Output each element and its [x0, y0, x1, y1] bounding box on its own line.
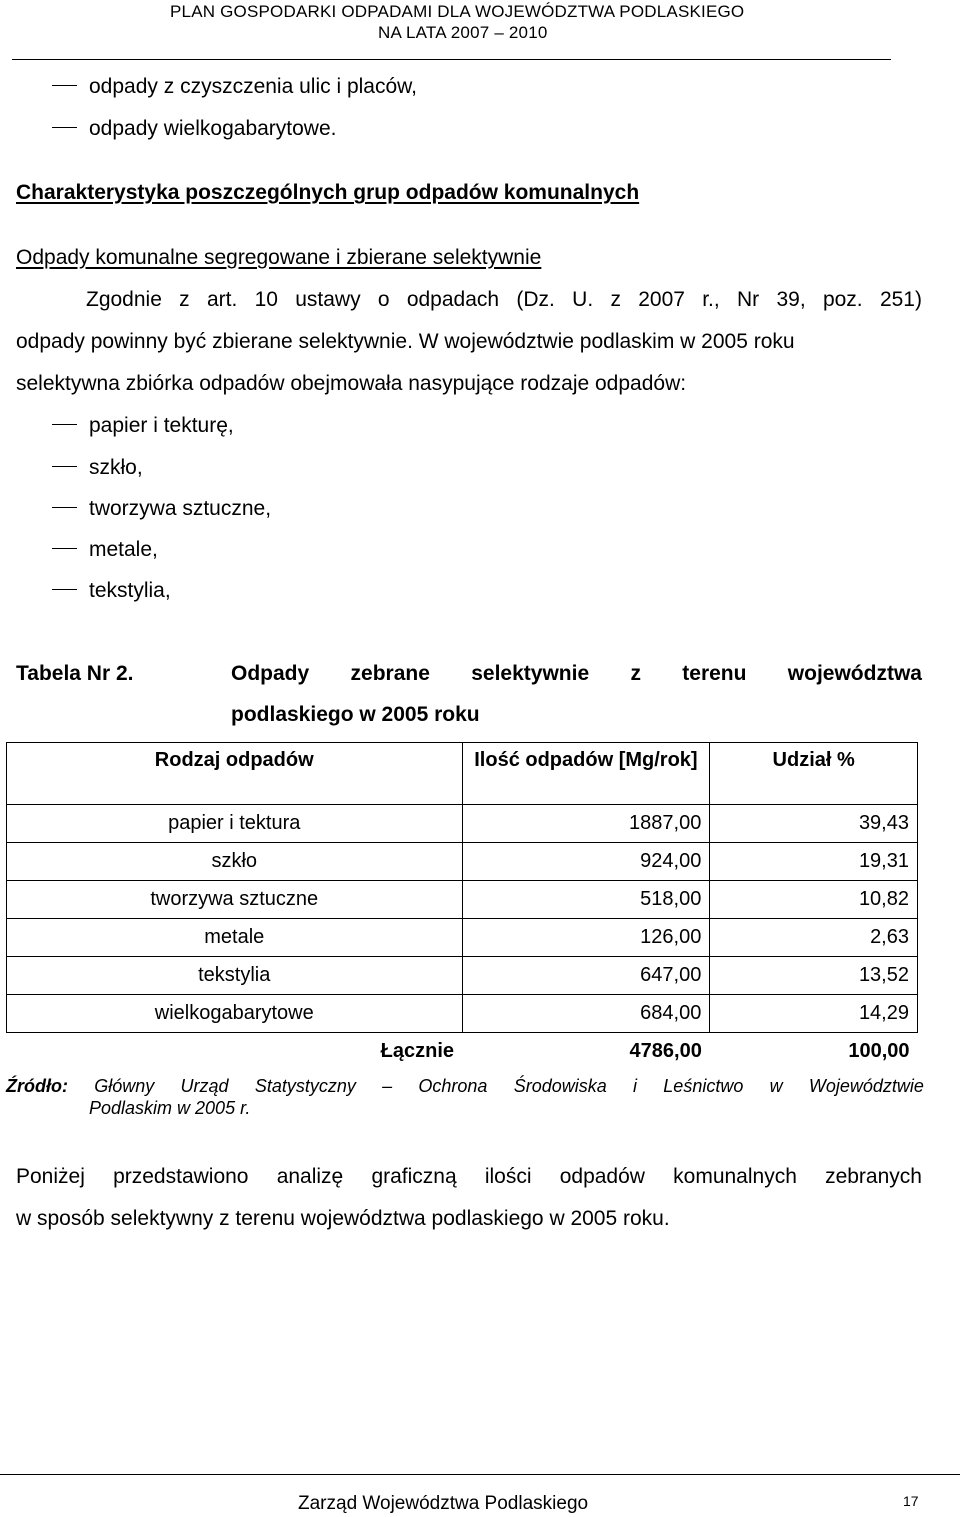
cell-share: 10,82 — [710, 881, 918, 919]
dash-bullet-icon — [52, 424, 77, 425]
paragraph-line-1: Zgodnie z art. 10 ustawy o odpadach (Dz. U. z 2007 r., Nr 39, poz. 251) — [86, 288, 922, 311]
table-source-note: Źródło: Główny Urząd Statystyczny – Ochrona Środowiska i Leśnictwo w Województwie Podlaskim w 2005 r. — [6, 1076, 924, 1118]
list-item: odpady z czyszczenia ulic i placów, — [52, 74, 417, 100]
dash-bullet-icon — [52, 548, 77, 549]
cell-total-label: Łącznie — [380, 1040, 454, 1062]
footer-publisher: Zarząd Województwa Podlaskiego — [298, 1493, 589, 1514]
table-row — [7, 805, 918, 843]
cell-total-amount: 4786,00 — [629, 1040, 702, 1062]
cell-share: 2,63 — [710, 919, 918, 957]
cell-type: tworzywa sztuczne — [7, 881, 463, 919]
cell-total-share: 100,00 — [848, 1040, 910, 1062]
cell-type: szkło — [7, 843, 463, 881]
running-header-years: NA LATA 2007 – 2010 — [378, 23, 548, 42]
dash-bullet-icon — [52, 85, 77, 86]
column-header-type: Rodzaj odpadów — [7, 743, 463, 805]
cell-amount: 126,00 — [462, 919, 710, 957]
dash-bullet-icon — [52, 127, 77, 128]
cell-share: 39,43 — [710, 805, 918, 843]
dash-bullet-icon — [52, 466, 77, 467]
closing-paragraph-line-2: w sposób selektywny z terenu województwa podlaskiego w 2005 roku. — [16, 1207, 670, 1230]
table-row — [7, 919, 918, 957]
cell-amount: 518,00 — [462, 881, 710, 919]
dash-bullet-icon — [52, 589, 77, 590]
table-row — [7, 995, 918, 1033]
cell-amount: 684,00 — [462, 995, 710, 1033]
cell-type: tekstylia — [7, 957, 463, 995]
table-title-line-2: podlaskiego w 2005 roku — [231, 703, 480, 726]
table-label: Tabela Nr 2. — [16, 662, 134, 685]
footer-divider — [0, 1474, 960, 1475]
subsection-heading: Odpady komunalne segregowane i zbierane selektywnie — [16, 246, 542, 269]
cell-type: papier i tektura — [7, 805, 463, 843]
paragraph-line-3: selektywna zbiórka odpadów obejmowała nasypujące rodzaje odpadów: — [16, 372, 687, 395]
table-row — [7, 957, 918, 995]
waste-table — [6, 742, 918, 1070]
cell-type: metale — [7, 919, 463, 957]
cell-amount: 1887,00 — [462, 805, 710, 843]
list-item: odpady wielkogabarytowe. — [52, 116, 337, 142]
cell-type: wielkogabarytowe — [7, 995, 463, 1033]
table-title-line-1: Odpady zebrane selektywnie z terenu województwa — [231, 662, 922, 685]
table-row — [7, 843, 918, 881]
paragraph-line-2: odpady powinny być zbierane selektywnie. W województwie podlaskim w 2005 roku — [16, 330, 795, 353]
closing-paragraph-line-1: Poniżej przedstawiono analizę graficzną ilości odpadów komunalnych zebranych — [16, 1165, 922, 1188]
cell-amount: 924,00 — [462, 843, 710, 881]
dash-bullet-icon — [52, 507, 77, 508]
list-item: metale, — [52, 537, 158, 563]
cell-share: 13,52 — [710, 957, 918, 995]
list-item: tworzywa sztuczne, — [52, 496, 271, 522]
list-item: szkło, — [52, 455, 143, 481]
running-header-title: PLAN GOSPODARKI ODPADAMI DLA WOJEWÓDZTWA PODLASKIEGO — [170, 2, 745, 21]
page-number: 17 — [903, 1493, 919, 1509]
list-item: tekstylia, — [52, 578, 171, 604]
column-header-amount: Ilość odpadów [Mg/rok] — [462, 743, 710, 805]
cell-share: 14,29 — [710, 995, 918, 1033]
table-row — [7, 881, 918, 919]
source-label: Źródło: — [6, 1076, 68, 1096]
section-heading: Charakterystyka poszczególnych grup odpadów komunalnych — [16, 181, 640, 204]
table-header-row — [7, 743, 918, 805]
column-header-share: Udział % — [710, 743, 918, 805]
cell-amount: 647,00 — [462, 957, 710, 995]
list-item: papier i tekturę, — [52, 413, 234, 439]
cell-share: 19,31 — [710, 843, 918, 881]
table-total-row — [7, 1033, 918, 1071]
header-divider — [12, 59, 891, 60]
